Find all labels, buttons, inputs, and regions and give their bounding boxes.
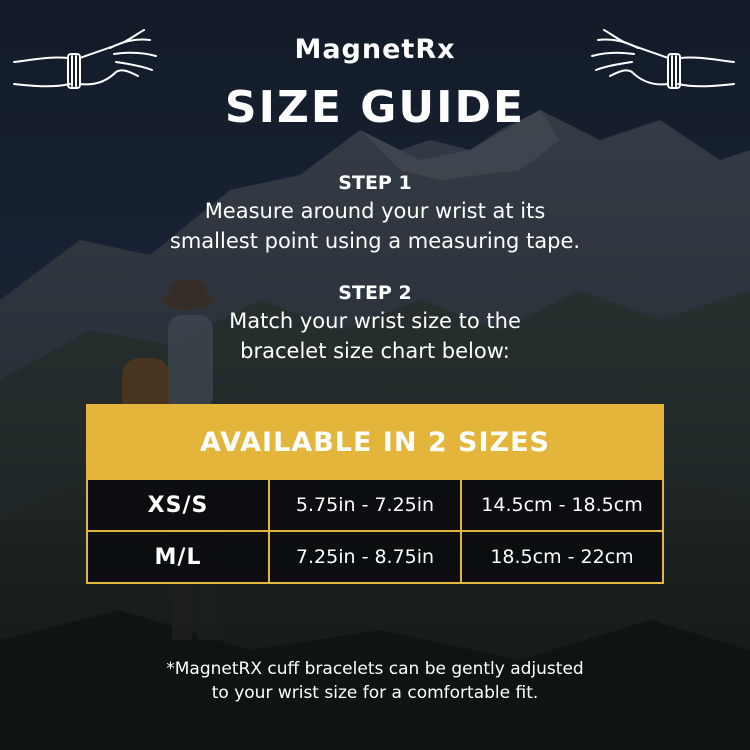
page-title: SIZE GUIDE	[224, 82, 526, 133]
step-1-line-2: smallest point using a measuring tape.	[169, 229, 581, 253]
brand-logo: MagnetRx	[294, 34, 456, 65]
size-row-xs-s	[88, 478, 662, 530]
footnote	[90, 657, 660, 705]
size-range-inches: 5.75in - 7.25in	[270, 480, 462, 530]
step-2-label: STEP 2	[338, 282, 412, 304]
footnote-line-1: *MagnetRX cuff bracelets can be gently adjusted	[166, 659, 584, 679]
step-2-text	[100, 306, 650, 366]
size-range-inches: 7.25in - 8.75in	[270, 532, 462, 582]
size-name: M/L	[88, 532, 270, 582]
footnote-line-2: to your wrist size for a comfortable fit.	[211, 683, 539, 703]
step-2-line-2: bracelet size chart below:	[240, 339, 510, 363]
step-1-text	[100, 196, 650, 256]
size-name: XS/S	[88, 480, 270, 530]
size-range-cm: 14.5cm - 18.5cm	[481, 494, 643, 516]
size-chart-table	[86, 404, 664, 584]
size-range-cm: 18.5cm - 22cm	[490, 546, 634, 568]
step-2-line-1: Match your wrist size to the	[229, 309, 521, 333]
size-chart-header: AVAILABLE IN 2 SIZES	[88, 406, 662, 478]
size-row-m-l	[88, 530, 662, 582]
step-1-label: STEP 1	[338, 172, 412, 194]
step-1-line-1: Measure around your wrist at its	[204, 199, 546, 223]
